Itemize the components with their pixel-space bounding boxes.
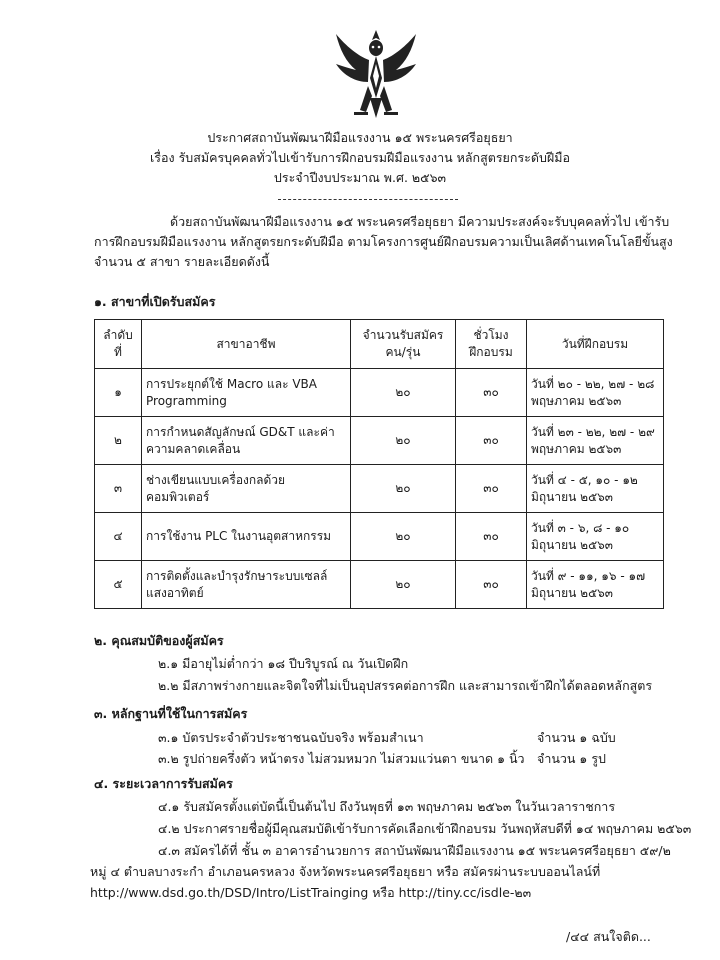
row-branch-line-2: คอมพิวเตอร์	[146, 489, 210, 504]
page-continue-note: /๔๔ สนใจติด...	[566, 929, 651, 944]
row-branch	[142, 513, 351, 561]
garuda-emblem-icon	[330, 26, 422, 122]
section-3-item-1-qty: จำนวน ๑ ฉบับ	[537, 730, 616, 745]
row-branch	[142, 417, 351, 465]
row-branch-line-1: การติดตั้งและบำรุงรักษาระบบเซลล์	[146, 568, 328, 583]
row-hours: ๓๐	[456, 513, 527, 561]
row-dates	[527, 465, 664, 513]
section-3-item-2-qty: จำนวน ๑ รูป	[537, 751, 606, 766]
col-hours-header-line-1: ชั่วโมง	[473, 328, 509, 342]
header-subject: เรื่อง รับสมัครบุคคลทั่วไปเข้ารับการฝึกอบรมฝีมือแรงงาน หลักสูตรยกระดับฝีมือ	[150, 150, 570, 165]
row-no: ๕	[95, 561, 142, 609]
table-row	[95, 513, 664, 561]
table-row	[95, 561, 664, 609]
row-branch	[142, 561, 351, 609]
table-row	[95, 417, 664, 465]
row-dates-line-2: พฤษภาคม ๒๕๖๓	[531, 393, 622, 408]
col-hours-header-line-2: ฝึกอบรม	[469, 345, 513, 359]
col-no-header-line-1: ลำดับ	[103, 328, 133, 342]
row-dates-line-2: พฤษภาคม ๒๕๖๓	[531, 441, 622, 456]
row-dates	[527, 561, 664, 609]
table-header-row	[95, 320, 664, 369]
section-4-address: หมู่ ๔ ตำบลบางระกำ อำเภอนครหลวง จังหวัดพระนครศรีอยุธยา หรือ สมัครผ่านระบบออนไลน์ที่	[90, 864, 601, 879]
row-capacity: ๒๐	[351, 369, 456, 417]
section-3-item-2: ๓.๒ รูปถ่ายครึ่งตัว หน้าตรง ไม่สวมหมวก ไม่สวมแว่นตา ขนาด ๑ นิ้ว	[158, 751, 525, 766]
section-2-item-1: ๒.๑ มีอายุไม่ต่ำกว่า ๑๘ ปีบริบูรณ์ ณ วันเปิดฝึก	[158, 656, 409, 671]
row-dates-line-1: วันที่ ๔ - ๕, ๑๐ - ๑๒	[531, 472, 638, 487]
row-no: ๑	[95, 369, 142, 417]
courses-table	[94, 319, 664, 609]
section-1-heading: ๑. สาขาที่เปิดรับสมัคร	[94, 294, 216, 309]
row-capacity: ๒๐	[351, 561, 456, 609]
row-capacity: ๒๐	[351, 513, 456, 561]
intro-line-2: การฝึกอบรมฝีมือแรงงาน หลักสูตรยกระดับฝีมือ ตามโครงการศูนย์ฝึกอบรมความเป็นเลิศด้านเทคโนโลยีขั้นสูง	[94, 234, 673, 249]
col-dates-header: วันที่ฝึกอบรม	[527, 320, 664, 369]
row-dates-line-2: มิถุนายน ๒๕๖๓	[531, 489, 613, 504]
row-dates	[527, 513, 664, 561]
section-4-item-1: ๔.๑ รับสมัครตั้งแต่บัดนี้เป็นต้นไป ถึงวันพุธที่ ๑๓ พฤษภาคม ๒๕๖๓ ในวันเวลาราชการ	[158, 799, 616, 814]
col-capacity-header-line-2: คน/รุ่น	[385, 345, 421, 359]
intro-line-3: จำนวน ๕ สาขา รายละเอียดดังนี้	[94, 254, 270, 269]
row-dates-line-2: มิถุนายน ๒๕๖๓	[531, 585, 613, 600]
row-no: ๒	[95, 417, 142, 465]
row-capacity: ๒๐	[351, 417, 456, 465]
header-title: ประกาศสถาบันพัฒนาฝีมือแรงงาน ๑๕ พระนครศรีอยุธยา	[207, 130, 513, 145]
row-branch-line-2: Programming	[146, 393, 227, 408]
header-fiscal-year: ประจำปีงบประมาณ พ.ศ. ๒๕๖๓	[273, 170, 447, 185]
header-divider	[278, 199, 458, 200]
col-capacity-header-line-1: จำนวนรับสมัคร	[362, 328, 444, 342]
row-dates	[527, 417, 664, 465]
section-2-heading: ๒. คุณสมบัติของผู้สมัคร	[94, 633, 224, 648]
col-branch-header: สาขาอาชีพ	[142, 320, 351, 369]
row-dates-line-1: วันที่ ๒๐ - ๒๒, ๒๗ - ๒๘	[531, 376, 655, 391]
row-branch-line-1: การกำหนดสัญลักษณ์ GD&T และค่า	[146, 424, 335, 439]
row-hours: ๓๐	[456, 369, 527, 417]
section-3-item-1: ๓.๑ บัตรประจำตัวประชาชนฉบับจริง พร้อมสำเนา	[158, 730, 424, 745]
row-branch-line-2: แสงอาทิตย์	[146, 585, 204, 600]
col-no-header-line-2: ที่	[114, 345, 122, 359]
section-2-item-2: ๒.๒ มีสภาพร่างกายและจิตใจที่ไม่เป็นอุปสรรคต่อการฝึก และสามารถเข้าฝึกได้ตลอดหลักสูตร	[158, 678, 653, 693]
row-branch-line-2: ความคลาดเคลื่อน	[146, 441, 241, 456]
section-4-url: http://www.dsd.go.th/DSD/Intro/ListTrainging หรือ http://tiny.cc/isdle-๒๓	[90, 885, 532, 900]
intro-line-1: ด้วยสถาบันพัฒนาฝีมือแรงงาน ๑๕ พระนครศรีอยุธยา มีความประสงค์จะรับบุคคลทั่วไป เข้ารับ	[170, 214, 670, 229]
col-no-header	[95, 320, 142, 369]
row-dates	[527, 369, 664, 417]
col-capacity-header	[351, 320, 456, 369]
table-row	[95, 369, 664, 417]
row-hours: ๓๐	[456, 417, 527, 465]
row-dates-line-1: วันที่ ๒๓ - ๒๒, ๒๗ - ๒๙	[531, 424, 655, 439]
col-hours-header	[456, 320, 527, 369]
row-no: ๓	[95, 465, 142, 513]
row-branch-line-1: การประยุกต์ใช้ Macro และ VBA	[146, 376, 317, 391]
row-hours: ๓๐	[456, 465, 527, 513]
row-dates-line-2: มิถุนายน ๒๕๖๓	[531, 537, 613, 552]
row-branch-line-1: การใช้งาน PLC ในงานอุตสาหกรรม	[146, 529, 332, 543]
section-4-item-3: ๔.๓ สมัครได้ที่ ชั้น ๓ อาคารอำนวยการ สถาบันพัฒนาฝีมือแรงงาน ๑๕ พระนครศรีอยุธยา ๕๙/๒	[158, 843, 671, 858]
section-4-item-2: ๔.๒ ประกาศรายชื่อผู้มีคุณสมบัติเข้ารับการคัดเลือกเข้าฝึกอบรม วันพฤหัสบดีที่ ๑๔ พฤษภาคม ๒๕๖๓	[158, 821, 692, 836]
row-capacity: ๒๐	[351, 465, 456, 513]
row-branch-line-1: ช่างเขียนแบบเครื่องกลด้วย	[146, 472, 286, 487]
table-row	[95, 465, 664, 513]
row-hours: ๓๐	[456, 561, 527, 609]
row-dates-line-1: วันที่ ๙ - ๑๑, ๑๖ - ๑๗	[531, 568, 646, 583]
row-no: ๔	[95, 513, 142, 561]
section-3-heading: ๓. หลักฐานที่ใช้ในการสมัคร	[94, 706, 248, 721]
row-dates-line-1: วันที่ ๓ - ๖, ๘ - ๑๐	[531, 520, 630, 535]
row-branch	[142, 369, 351, 417]
section-4-heading: ๔. ระยะเวลาการรับสมัคร	[94, 776, 233, 791]
row-branch	[142, 465, 351, 513]
